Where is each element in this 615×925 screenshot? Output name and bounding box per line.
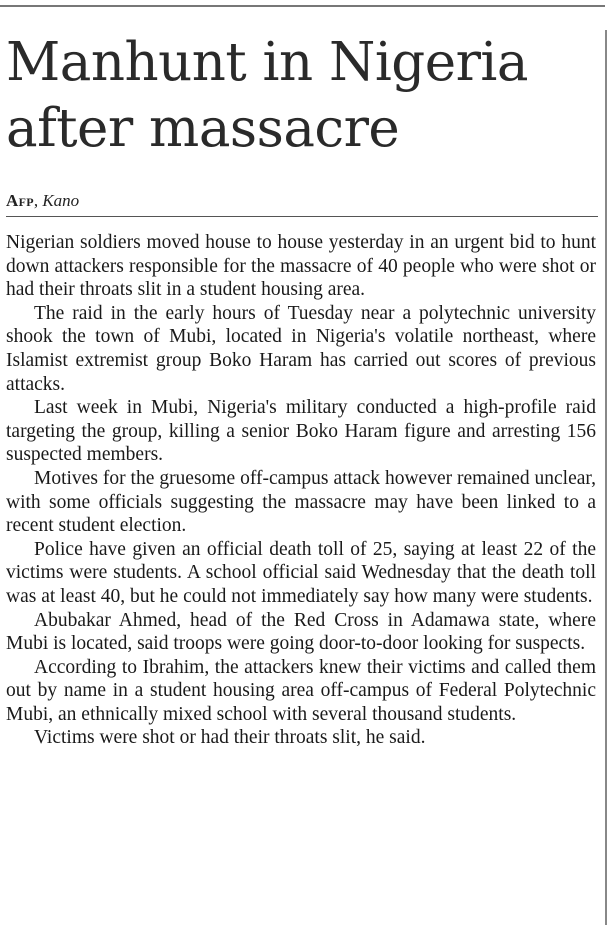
paragraph: According to Ibrahim, the attackers knew their victims and called them out by name in a student housing area off-campus of Federal Polytechnic Mubi, an ethnically mixed school with several thousand students. (6, 656, 596, 725)
top-rule (0, 5, 605, 7)
paragraph: Victims were shot or had their throats slit, he said. (34, 727, 426, 749)
paragraph: Abubakar Ahmed, head of the Red Cross in Adamawa state, where Mubi is located, said troops were going door-to-door looking for suspects. (6, 609, 596, 655)
paragraph: Last week in Mubi, Nigeria's military conducted a high-profile raid targeting the group, killing a senior Boko Haram figure and arresting 156 suspected members. (6, 397, 596, 466)
byline-agency: Afp (6, 191, 34, 210)
headline: Manhunt in Nigeria after massacre (6, 32, 528, 159)
paragraph: Police have given an official death toll of 25, saying at least 22 of the victims were students. A school official said Wednesday that the death toll was at least 40, but he could not immediately say how many were students. (6, 538, 596, 607)
paragraph: The raid in the early hours of Tuesday near a polytechnic university shook the town of Mubi, located in Nigeria's volatile northeast, where Islamist extremist group Boko Haram has carried out scores of previous attacks. (6, 302, 596, 395)
paragraph: Nigerian soldiers moved house to house yesterday in an urgent bid to hunt down attackers responsible for the massacre of 40 people who were shot or had their throats slit in a student housing area. (6, 232, 596, 301)
byline-place: Kano (42, 191, 80, 210)
article-body (6, 231, 596, 750)
column-rule (605, 30, 607, 925)
byline-rule (6, 216, 598, 217)
byline (6, 190, 79, 212)
paragraph: Motives for the gruesome off-campus attack however remained unclear, with some officials suggesting the massacre may have been linked to a recent student election. (6, 467, 596, 537)
byline-separator: , (33, 191, 43, 210)
